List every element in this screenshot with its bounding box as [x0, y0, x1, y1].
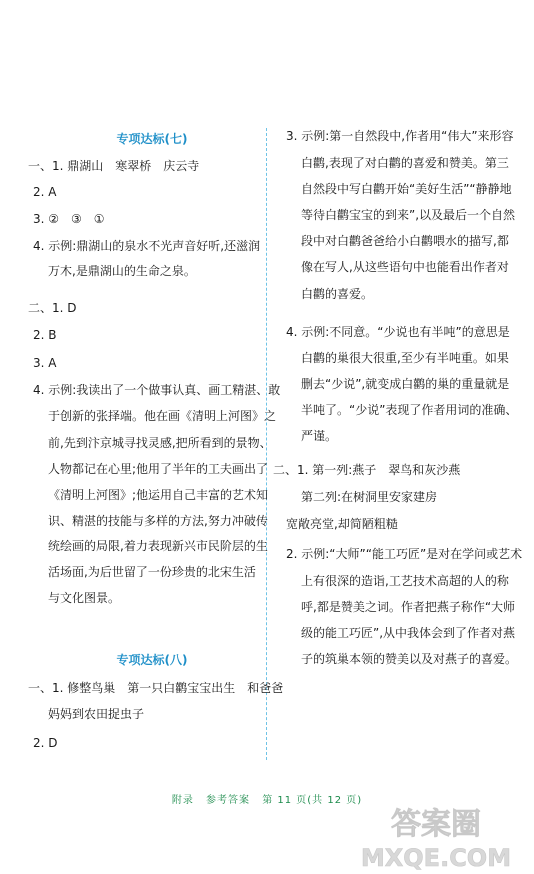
watermark-logo [346, 800, 526, 872]
section-heading-8: 专项达标(八) [116, 653, 188, 667]
answer-2-3: 3. A [33, 356, 57, 370]
answer-r4-line2: 白鹳的巢很大很重,至少有半吨重。如果 [301, 351, 509, 365]
answer-r3-line1: 3. 示例:第一自然段中,作者用“伟大”来形容 [286, 129, 514, 143]
footer-answers: 参考答案 [206, 795, 251, 806]
answer-r4-line1: 4. 示例:不同意。“少说也有半吨”的意思是 [286, 325, 510, 339]
answer-t2-line3: 呼,都是赞美之词。作者把燕子称作“大师 [301, 600, 516, 614]
answer-2-4-line9: 与文化图景。 [48, 591, 121, 605]
answer-1-4-line1: 4. 示例:鼎湖山的泉水不光声音好听,还滋润 [33, 239, 261, 253]
answer-2-4-line7: 统绘画的局限,着力表现新兴市民阶层的生 [48, 539, 268, 553]
answer-t1-line1: 二、1. 第一列:燕子 翠鸟和灰沙燕 [273, 463, 461, 477]
answer-r4-line3: 删去“少说”,就变成白鹳的巢的重量就是 [301, 377, 510, 391]
answer-r3-line2: 白鹳,表现了对白鹳的喜爱和赞美。第三 [301, 156, 509, 170]
answer-2-1: 二、1. D [28, 301, 77, 315]
answer-t1-line3: 宽敞亮堂,却简陋粗糙 [286, 517, 398, 531]
footer-appendix: 附录 [171, 795, 194, 806]
answer-2-4-line8: 活场面,为后世留了一份珍贵的北宋生活 [48, 565, 256, 579]
answer-2-4-line4: 人物都记在心里;他用了半年的工夫画出了 [48, 462, 269, 476]
answer-t1-line2: 第二列:在树洞里安家建房 [301, 490, 438, 504]
answer-8-2: 2. D [33, 736, 58, 750]
answer-t2-line1: 2. 示例:“大师”“能工巧匠”是对在学问或艺术 [286, 547, 523, 561]
answer-1-1: 一、1. 鼎湖山 寒翠桥 庆云寺 [28, 159, 200, 173]
section-heading-7: 专项达标(七) [116, 132, 188, 146]
answer-2-4-line3: 前,先到汴京城寻找灵感,把所看到的景物、 [48, 436, 272, 450]
answer-r3-line7: 白鹳的喜爱。 [301, 287, 374, 301]
answer-r3-line6: 像在写人,从这些语句中也能看出作者对 [301, 260, 509, 274]
answer-t2-line5: 子的筑巢本领的赞美以及对燕子的喜爱。 [301, 652, 518, 666]
answer-2-4-line2: 于创新的张择端。他在画《清明上河图》之 [48, 409, 277, 423]
answer-8-1-line1: 一、1. 修整鸟巢 第一只白鹳宝宝出生 和爸爸 [28, 681, 284, 695]
answer-2-4-line6: 识、精湛的技能与多样的方法,努力冲破传 [48, 514, 268, 528]
answer-2-4-line1: 4. 示例:我读出了一个做事认真、画工精湛、敢 [33, 383, 281, 397]
answer-1-3: 3. ② ③ ① [33, 212, 105, 226]
answer-2-4-line5: 《清明上河图》;他运用自己丰富的艺术知 [48, 488, 269, 502]
answer-1-2: 2. A [33, 185, 57, 199]
answer-r4-line5: 严谨。 [301, 429, 338, 443]
answer-1-4-line2: 万木,是鼎湖山的生命之泉。 [48, 264, 196, 278]
answer-r3-line5: 段中对白鹳爸爸给小白鹳喂水的描写,都 [301, 234, 509, 248]
answer-r3-line3: 自然段中写白鹳开始“美好生活”“静静地 [301, 182, 512, 196]
answer-t2-line4: 级的能工巧匠”,从中我体会到了作者对燕 [301, 626, 516, 640]
answer-8-1-line2: 妈妈到农田捉虫子 [48, 707, 145, 721]
watermark-text-cn: 答案圈 [391, 807, 481, 842]
answer-2-2: 2. B [33, 328, 57, 342]
answer-r4-line4: 半吨了。“少说”表现了作者用词的准确、 [301, 403, 518, 417]
answer-r3-line4: 等待白鹳宝宝的到来”,以及最后一个自然 [301, 208, 516, 222]
watermark-text-en: MXQE.COM [360, 844, 512, 872]
answer-t2-line2: 上有很深的造诣,工艺技术高超的人的称 [301, 574, 509, 588]
footer-page-number: 第 11 页(共 12 页) [262, 795, 363, 806]
